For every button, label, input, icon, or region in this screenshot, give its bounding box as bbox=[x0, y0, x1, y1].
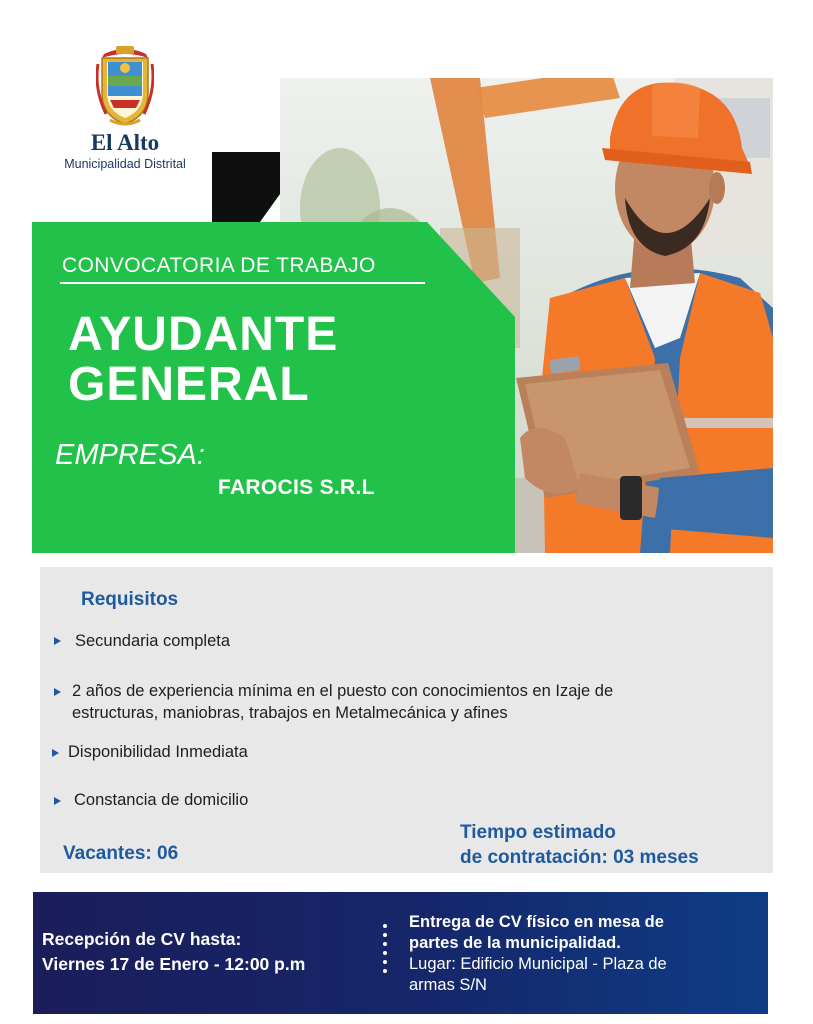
empresa-label: EMPRESA: bbox=[55, 439, 205, 471]
tiempo-estimado bbox=[460, 820, 699, 870]
cv-deadline-line-1: Recepción de CV hasta: bbox=[42, 929, 242, 949]
vertical-dots-icon bbox=[383, 924, 389, 978]
tiempo-line-2: de contratación: 03 meses bbox=[460, 847, 699, 868]
cv-location-line-2: armas S/N bbox=[409, 976, 487, 994]
requirement-item: Constancia de domicilio bbox=[74, 791, 249, 809]
vacantes-label: Vacantes: 06 bbox=[63, 843, 179, 864]
bullet-icon bbox=[54, 637, 61, 645]
job-title bbox=[68, 310, 338, 410]
convocatoria-label: CONVOCATORIA DE TRABAJO bbox=[62, 254, 376, 277]
job-title-line-1: AYUDANTE bbox=[68, 308, 339, 361]
bullet-icon bbox=[54, 688, 61, 696]
cv-deadline-line-2: Viernes 17 de Enero - 12:00 p.m bbox=[42, 954, 306, 974]
cv-location-line-1: Lugar: Edificio Municipal - Plaza de bbox=[409, 955, 667, 973]
brand-name: El Alto bbox=[90, 130, 160, 155]
municipal-logo bbox=[50, 44, 200, 184]
tiempo-line-1: Tiempo estimado bbox=[460, 822, 616, 843]
requirement-item: 2 años de experiencia mínima en el puesto con conocimientos en Izaje de bbox=[72, 682, 614, 700]
cv-deadline bbox=[42, 927, 305, 977]
cv-delivery-line-1: Entrega de CV físico en mesa de bbox=[409, 913, 664, 931]
requirement-item: Secundaria completa bbox=[75, 632, 231, 650]
divider bbox=[60, 282, 425, 284]
requirements-heading: Requisitos bbox=[81, 589, 179, 610]
cv-delivery-line-2: partes de la municipalidad. bbox=[409, 934, 621, 952]
empresa-value: FAROCIS S.R.L bbox=[218, 476, 375, 499]
bullet-icon bbox=[52, 749, 59, 757]
requirement-item: Disponibilidad Inmediata bbox=[68, 743, 248, 761]
requirement-item-continued: estructuras, maniobras, trabajos en Metalmecánica y afines bbox=[72, 704, 508, 722]
job-title-line-2: GENERAL bbox=[68, 358, 310, 411]
cv-delivery-info bbox=[409, 912, 667, 996]
brand-subtitle: Municipalidad Distrital bbox=[64, 157, 186, 171]
bullet-icon bbox=[54, 797, 61, 805]
job-title-panel bbox=[32, 222, 515, 553]
municipal-crest-icon bbox=[96, 44, 154, 128]
